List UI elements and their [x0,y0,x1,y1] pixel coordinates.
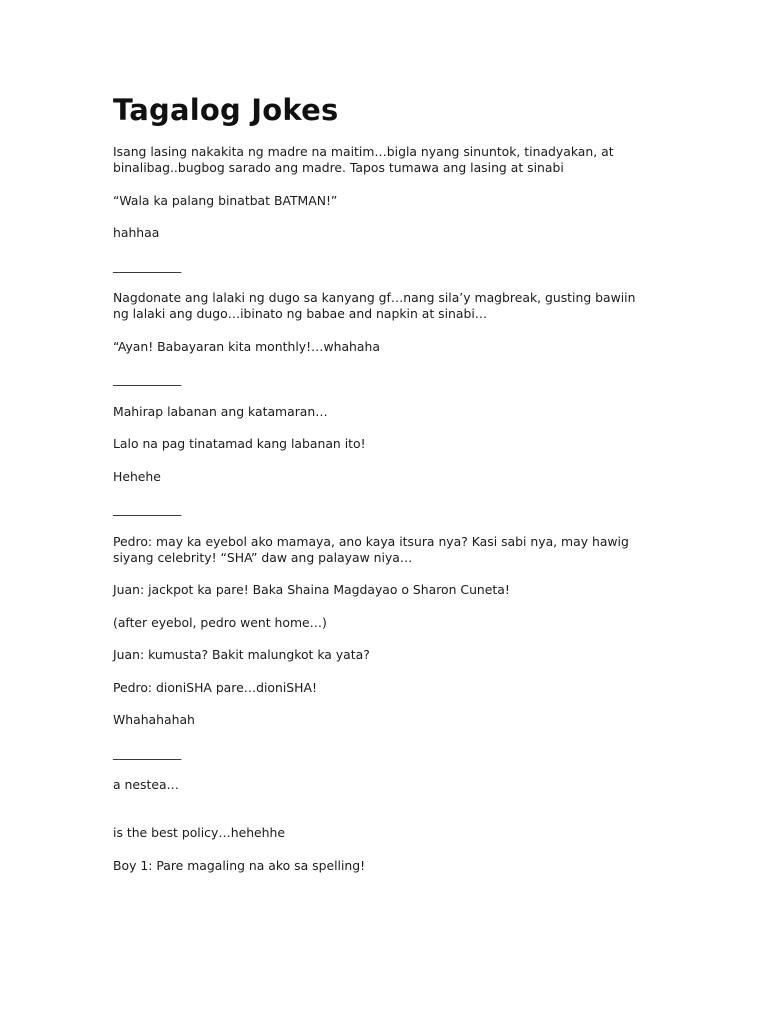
document-page [113,92,653,890]
paragraph: Whahahahah [113,712,195,727]
paragraph: Mahirap labanan ang katamaran… [113,403,328,419]
paragraph: Lalo na pag tinatamad kang labanan ito! [113,436,366,451]
paragraph: “Wala ka palang binatbat BATMAN!” [113,192,338,208]
paragraph: Hehehe [113,468,161,484]
document-title: Tagalog Jokes [113,93,339,127]
paragraph: is the best policy…hehehhe [113,825,285,840]
paragraph: a nestea… [113,777,179,792]
paragraph: “Ayan! Babayaran kita monthly!…whahaha [113,338,380,354]
separator-line: ___________ [113,744,182,760]
separator-line: ___________ [113,257,182,273]
separator-line: ___________ [113,371,182,386]
paragraph: Juan: kumusta? Bakit malungkot ka yata? [113,647,370,662]
paragraph: Isang lasing nakakita ng madre na maitim…bigla nyang sinuntok, tinadyakan, at binalibag..bugbog sarado ang madre. Tapos tumawa ang lasing at sinabi [113,144,614,175]
paragraph: hahhaa [113,225,160,240]
paragraph: (after eyebol, pedro went home…) [113,614,327,630]
separator-line: ___________ [113,501,182,516]
paragraph: Pedro: dioniSHA pare…dioniSHA! [113,679,317,695]
paragraph: Pedro: may ka eyebol ako mamaya, ano kaya itsura nya? Kasi sabi nya, may hawig siyang celebrity! “SHA” daw ang palayaw niya… [113,533,629,565]
paragraph: Nagdonate ang lalaki ng dugo sa kanyang gf…nang sila’y magbreak, gusting bawiin ng lalaki ang dugo…ibinato ng babae and napkin at sinabi… [113,290,636,321]
paragraph: Juan: jackpot ka pare! Baka Shaina Magdayao o Sharon Cuneta! [113,582,510,597]
paragraph: Boy 1: Pare magaling na ako sa spelling! [113,857,366,873]
